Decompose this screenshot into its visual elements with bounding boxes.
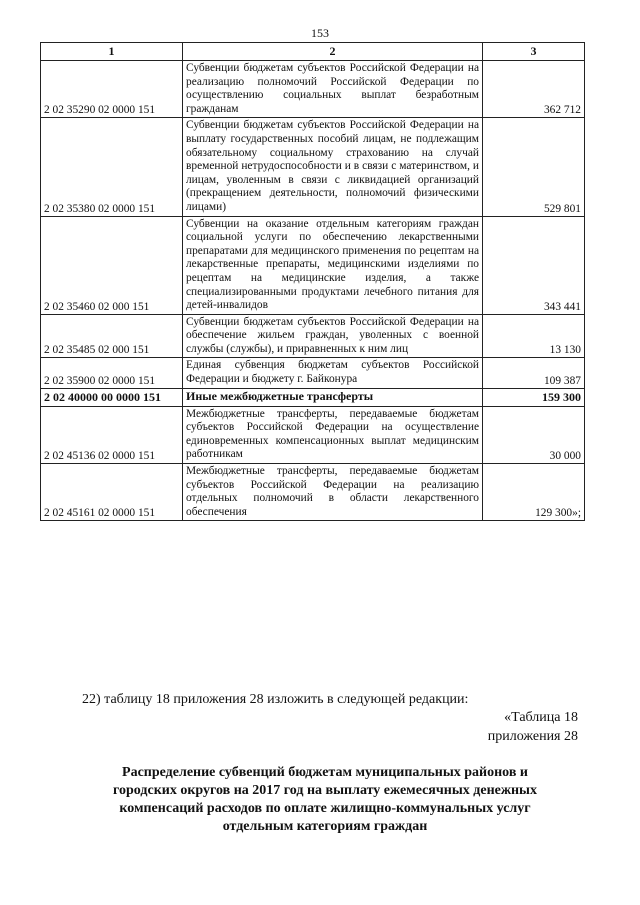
budget-code: 2 02 35460 02 000 151: [41, 216, 183, 314]
amendment-instruction: 22) таблицу 18 приложения 28 изложить в следующей редакции:: [82, 692, 469, 707]
table-row: [41, 118, 585, 216]
budget-amount: 30 000: [483, 406, 585, 463]
budget-amount: 343 441: [483, 216, 585, 314]
column-header-code: 1: [41, 43, 183, 61]
budget-item-description: Субвенции бюджетам субъектов Российской Федерации на выплату государственных пособий лицам, не подлежащим обязательному социальному страхованию на случай временной нетрудоспособности и в связи с материнством, и лицам, уволенным в связи с ликвидацией организаций (прекращением деятельности, полномочий физическими лицами): [183, 118, 483, 216]
table-caption: «Таблица 18: [504, 710, 578, 725]
budget-amount: 129 300»;: [483, 464, 585, 521]
budget-code: 2 02 35290 02 0000 151: [41, 61, 183, 118]
budget-code: 2 02 35900 02 0000 151: [41, 358, 183, 388]
table-row: [41, 358, 585, 388]
budget-amount: 13 130: [483, 314, 585, 358]
table-row: [41, 314, 585, 358]
table-row: [41, 406, 585, 463]
table-row: [41, 61, 585, 118]
budget-item-description: Межбюджетные трансферты, передаваемые бюджетам субъектов Российской Федерации на реализацию отдельных полномочий в области лекарственного обеспечения: [183, 464, 483, 521]
budget-item-description: Межбюджетные трансферты, передаваемые бюджетам субъектов Российской Федерации на осуществление единовременных компенсационных выплат медицинским работникам: [183, 406, 483, 463]
budget-item-description: Единая субвенция бюджетам субъектов Российской Федерации и бюджету г. Байконура: [183, 358, 483, 388]
budget-code: 2 02 35380 02 0000 151: [41, 118, 183, 216]
budget-code: 2 02 35485 02 000 151: [41, 314, 183, 358]
table-header-row: [41, 43, 585, 61]
budget-amount: 159 300: [483, 388, 585, 406]
budget-amount: 362 712: [483, 61, 585, 118]
column-header-amount: 3: [483, 43, 585, 61]
budget-item-description: Субвенции бюджетам субъектов Российской Федерации на реализацию полномочий Российской Федерации по осуществлению социальных выплат безработным гражданам: [183, 61, 483, 118]
budget-amount: 109 387: [483, 358, 585, 388]
table-row-subtotal: [41, 388, 585, 406]
page-number: 153: [311, 26, 329, 40]
budget-item-description: Иные межбюджетные трансферты: [183, 388, 483, 406]
budget-code: 2 02 40000 00 0000 151: [41, 388, 183, 406]
table-row: [41, 464, 585, 521]
table-title: Распределение субвенций бюджетам муниципальных районов и городских округов на 2017 год на выплату ежемесячных денежных компенсаций расходов по оплате жилищно-коммунальных услуг отдельным категориям граждан: [113, 765, 537, 834]
budget-table: [40, 42, 585, 521]
appendix-caption: приложения 28: [487, 729, 578, 744]
table-row: [41, 216, 585, 314]
budget-item-description: Субвенции на оказание отдельным категориям граждан социальной услуги по обеспечению лекарственными препаратами для медицинского применения по рецептам на лекарственные препараты, медицинскими изделиями по рецептам на медицинские изделия, а также специализированными продуктами лечебного питания для детей-инвалидов: [183, 216, 483, 314]
budget-item-description: Субвенции бюджетам субъектов Российской Федерации на обеспечение жильем граждан, уволенных с военной службы (службы), и приравненных к ним лиц: [183, 314, 483, 358]
budget-code: 2 02 45136 02 0000 151: [41, 406, 183, 463]
budget-amount: 529 801: [483, 118, 585, 216]
budget-code: 2 02 45161 02 0000 151: [41, 464, 183, 521]
column-header-name: 2: [183, 43, 483, 61]
